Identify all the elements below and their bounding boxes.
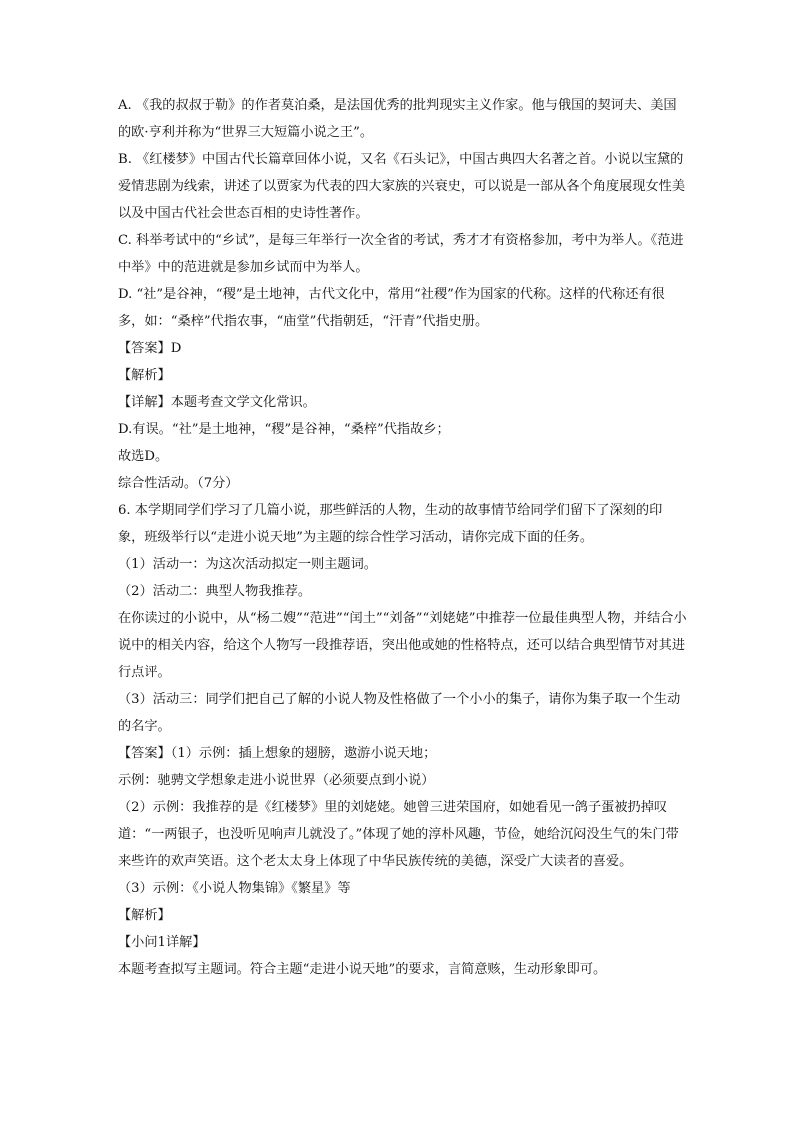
activity-3: （3）活动三：同学们把自己了解的小说人物及性格做了一个小小的集子，请你为集子取一个生动的名字。 xyxy=(118,692,681,734)
answer-1: 【答案】（1）示例：插上想象的翅膀，遨游小说天地； xyxy=(118,746,437,761)
activity-2: （2）活动二：典型人物我推荐。 xyxy=(118,584,312,599)
option-b: B. 《红楼梦》中国古代长篇章回体小说，又名《石头记》，中国古典四大名著之首。小说以宝黛的爱情悲剧为线索，讲述了以贾家为代表的四大家族的兴衰史，可以说是一部从各个角度展现女性美以及中国古代社会世态百相的史诗性著作。 xyxy=(118,152,686,221)
detail-explanation: 【详解】本题考查文学文化常识。 xyxy=(118,395,316,410)
activity-2-detail: 在你读过的小说中，从“杨二嫂”“范进”“闰土”“刘备”“刘姥姥”中推荐一位最佳典型人物，并结合小说中的相关内容，给这个人物写一段推荐语，突出他或她的性格特点，还可以结合典型情节对其进行点评。 xyxy=(118,611,687,680)
question-6: 6. 本学期同学们学习了几篇小说，那些鲜活的人物，生动的故事情节给同学们留下了深刻的印象，班级举行以“走进小说天地”为主题的综合性学习活动，请你完成下面的任务。 xyxy=(118,503,663,545)
answer-2: （2）示例：我推荐的是《红楼梦》里的刘姥姥。她曾三进荣国府，如她看见一鸽子蛋被扔掉叹道：“一两银子，也没听见响声儿就没了。”体现了她的淳朴风趣，节俭，她给沉闷没生气的朱门带来些许的欢声笑语。这个老太太身上体现了中华民族传统的美德，深受广大读者的喜爱。 xyxy=(118,800,679,869)
option-d: D. “社”是谷神，“稷”是土地神，古代文化中，常用“社稷”作为国家的代称。这样的代称还有很多，如：“桑梓”代指农事，“庙堂”代指朝廷，“汗青”代指史册。 xyxy=(118,287,665,329)
section-heading: 综合性活动。（7分） xyxy=(118,476,239,491)
explanation-d: D.有误。“社”是土地神，“稷”是谷神，“桑梓”代指故乡； xyxy=(118,422,450,437)
answer-1-example-2: 示例：驰骋文学想象走进小说世界（必须要点到小说） xyxy=(118,773,435,788)
activity-1: （1）活动一：为这次活动拟定一则主题词。 xyxy=(118,557,377,572)
choice-conclusion: 故选D。 xyxy=(118,449,169,464)
analysis-label: 【解析】 xyxy=(118,368,171,383)
sub-question-1-explanation: 本题考查拟写主题词。符合主题“走进小说天地”的要求，言简意赅，生动形象即可。 xyxy=(118,962,607,977)
analysis-label-2: 【解析】 xyxy=(118,908,171,923)
option-c: C. 科举考试中的“乡试”，是每三年举行一次全省的考试，秀才才有资格参加，考中为举人。《范进中举》中的范进就是参加乡试而中为举人。 xyxy=(118,233,684,275)
answer-label: 【答案】D xyxy=(118,341,182,356)
option-a: A. 《我的叔叔于勒》的作者莫泊桑，是法国优秀的批判现实主义作家。他与俄国的契诃夫、美国的欧·亨利并称为“世界三大短篇小说之王”。 xyxy=(118,98,677,140)
document-body xyxy=(118,92,688,983)
sub-question-1-label: 【小问1详解】 xyxy=(118,935,206,950)
answer-3: （3）示例：《小说人物集锦》《繁星》等 xyxy=(118,881,351,896)
